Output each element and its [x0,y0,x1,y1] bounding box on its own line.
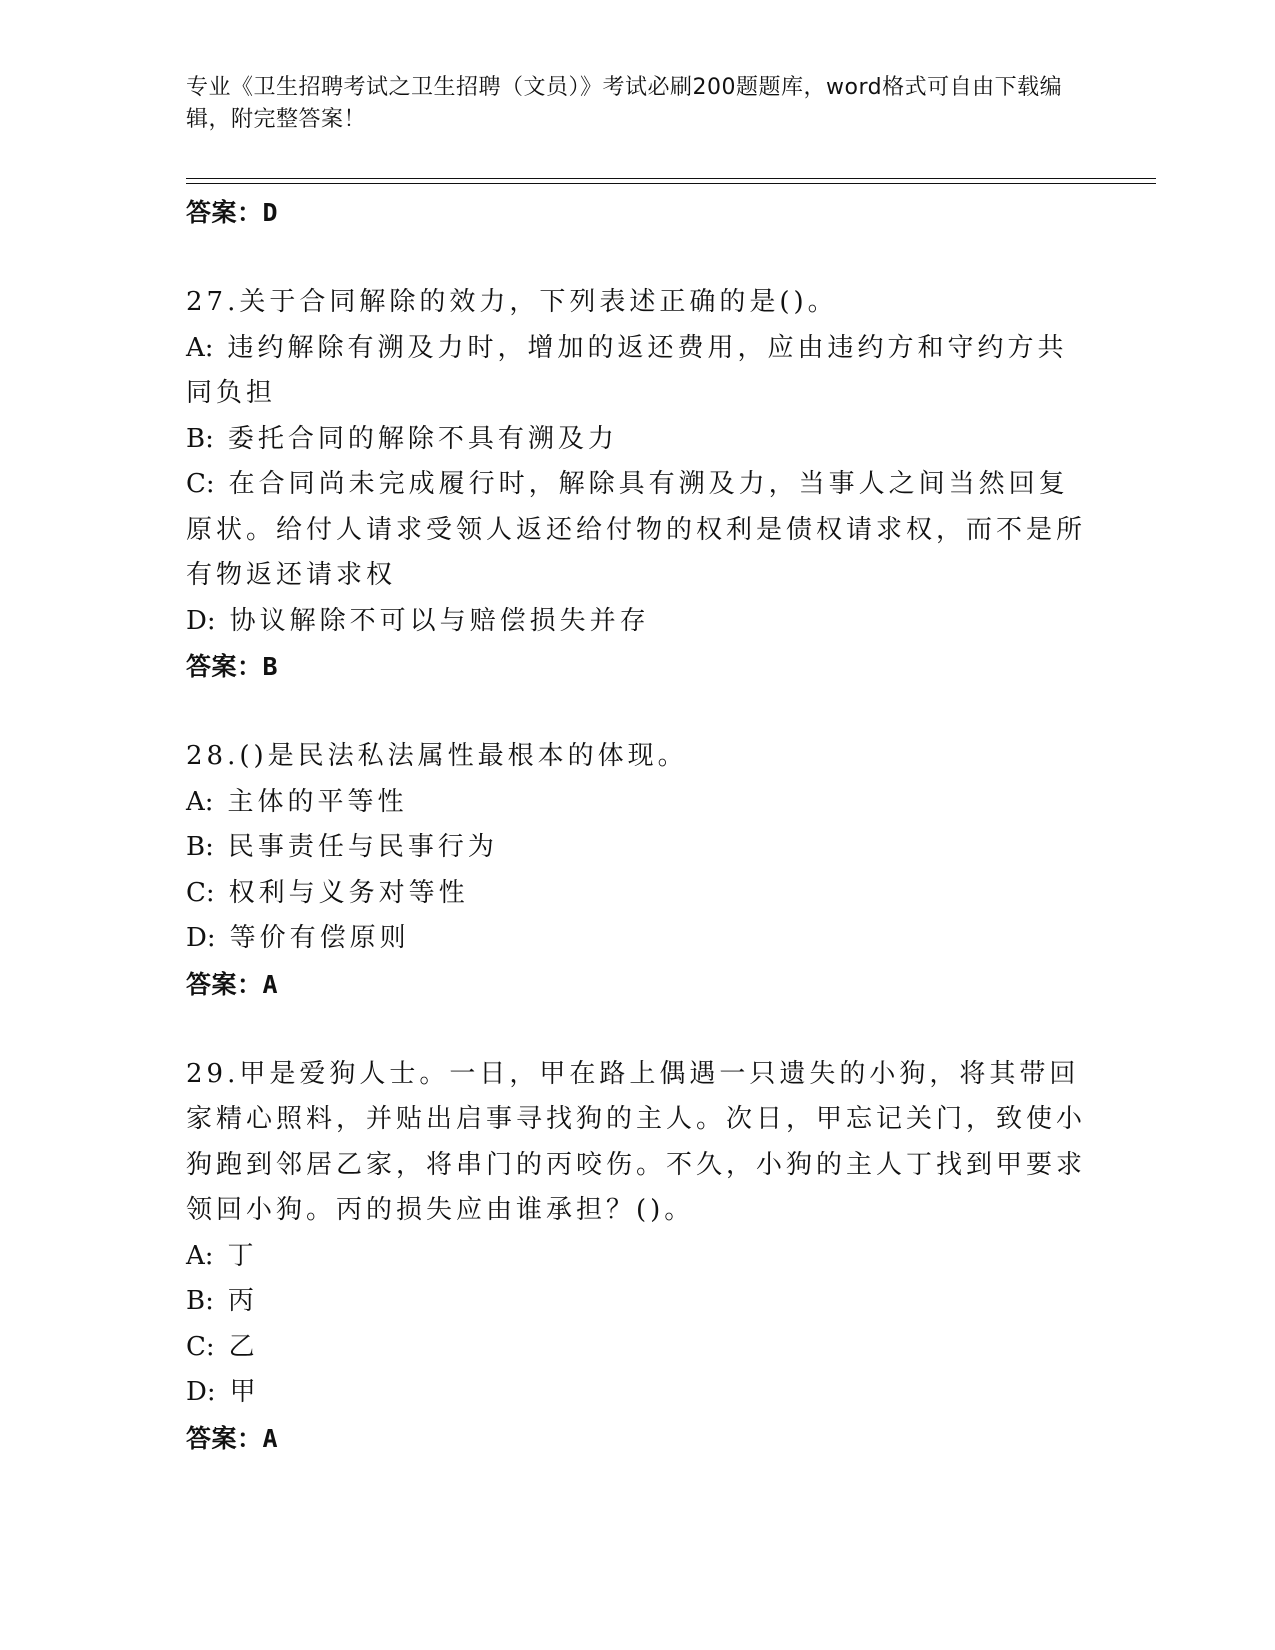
answer-value: A [262,1423,279,1453]
answer-line [186,962,1086,1008]
option-text: 民事责任与民事行为 [227,832,498,862]
option-d [186,916,1086,962]
header-divider-top [186,178,1156,179]
option-key: A: [186,786,214,817]
answer-label: 答案： [186,652,263,681]
question-stem: 28.()是民法私法属性最根本的体现。 [186,741,688,771]
option-key: D: [186,923,216,953]
option-key: B: [186,423,214,454]
option-text: 在合同尚未完成履行时，解除具有溯及力，当事人之间当然回复原状。给付人请求受领人返还给付物的权利是债权请求权，而不是所有物返还请求权 [186,469,1087,590]
answer-label: 答案： [186,969,263,999]
option-text: 协议解除不可以与赔偿损失并存 [229,605,650,636]
option-text: 乙 [228,1331,259,1362]
option-b [186,1279,1086,1325]
answer-line [186,1416,1086,1462]
option-d [186,599,1086,645]
header-divider-bottom [186,183,1156,184]
answer-label: 答案： [186,198,263,227]
question-29 [186,1052,1086,1462]
question-28 [186,734,1086,1008]
question-27 [186,280,1086,690]
option-text: 委托合同的解除不具有溯及力 [227,423,618,454]
answer-line [186,190,1086,236]
option-key: A: [186,332,214,363]
option-key: D: [186,1377,216,1407]
option-key: B: [186,832,214,862]
answer-line [186,644,1086,690]
option-text: 丁 [227,1240,258,1271]
option-text: 权利与义务对等性 [228,877,469,908]
option-text: 等价有偿原则 [229,923,410,953]
option-a [186,780,1086,826]
option-key: C: [186,1331,215,1362]
option-a [186,1234,1086,1280]
option-a [186,326,1086,417]
option-b [186,417,1086,463]
option-c [186,462,1086,599]
option-text: 甲 [229,1377,260,1407]
answer-value: A [262,969,279,999]
option-key: D: [186,605,216,636]
answer-label: 答案： [186,1423,263,1453]
option-d [186,1370,1086,1416]
option-key: A: [186,1240,214,1271]
answer-value: D [262,198,279,227]
question-stem: 27.关于合同解除的效力，下列表述正确的是()。 [186,287,838,317]
option-text: 违约解除有溯及力时，增加的返还费用，应由违约方和守约方共同负担 [186,332,1068,408]
document-header: 专业《卫生招聘考试之卫生招聘（文员）》考试必刷200题题库，word格式可自由下载编辑，附完整答案！ [186,75,1063,132]
option-b [186,825,1086,871]
option-key: B: [186,1286,214,1316]
option-text: 丙 [227,1286,258,1316]
question-stem: 29.甲是爱狗人士。一日，甲在路上偶遇一只遗失的小狗，将其带回家精心照料，并贴出启事寻找狗的主人。次日，甲忘记关门，致使小狗跑到邻居乙家，将串门的丙咬伤。不久，小狗的主人丁找到甲要求领回小狗。丙的损失应由谁承担？()。 [186,1058,1087,1225]
option-key: C: [186,469,215,499]
option-c [186,871,1086,917]
question-list [186,190,1086,1462]
option-key: C: [186,877,215,908]
option-c [186,1325,1086,1371]
answer-value: B [262,652,279,681]
option-text: 主体的平等性 [227,786,408,817]
